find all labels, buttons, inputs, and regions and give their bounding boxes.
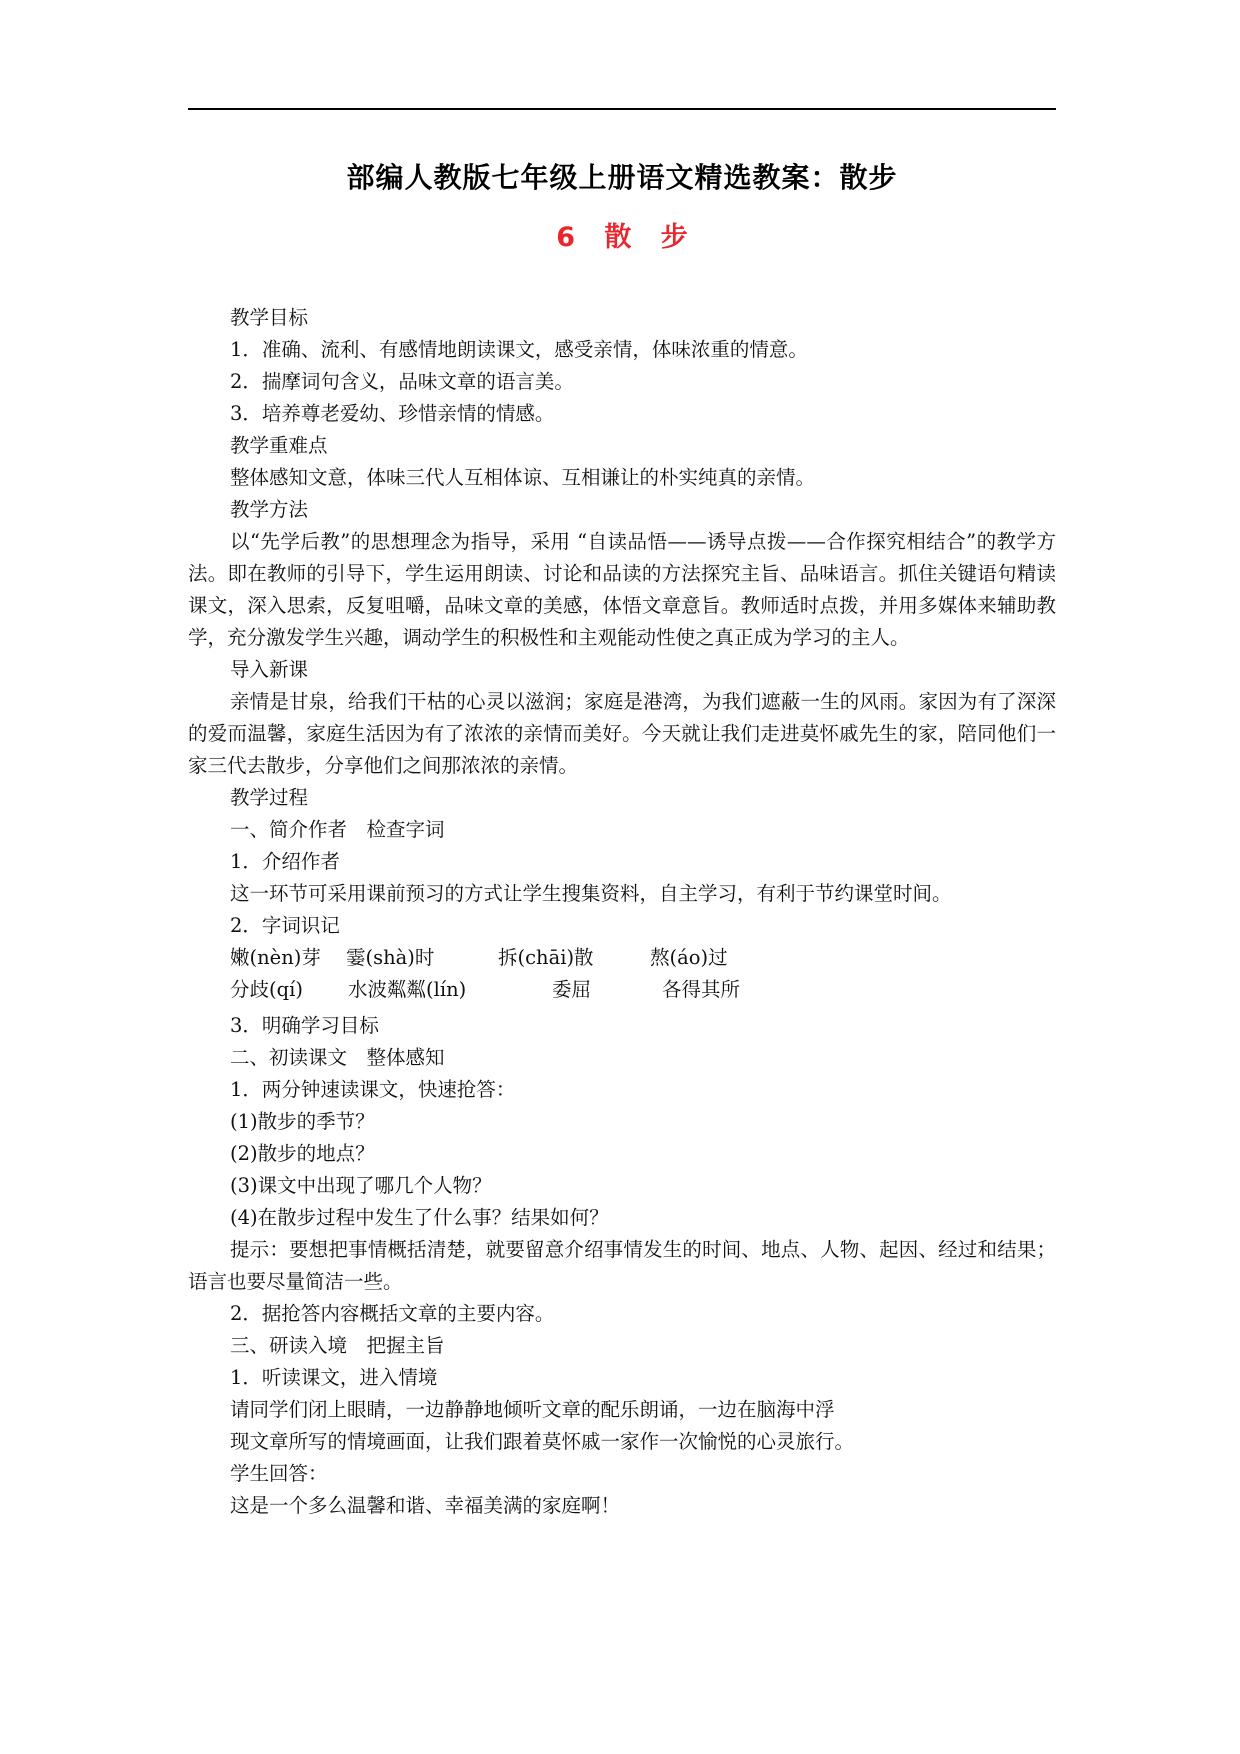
section-item: 1．介绍作者: [230, 850, 340, 873]
answer-label: 学生回答：: [230, 1462, 328, 1485]
question-item: (2)散步的地点？: [230, 1142, 375, 1165]
section-heading: 三、研读入境 把握主旨: [230, 1334, 445, 1357]
vocab-word: 分歧(qí): [230, 978, 303, 1001]
intro-heading: 导入新课: [230, 658, 309, 681]
section-text: 请同学们闭上眼睛，一边静静地倾听文章的配乐朗诵，一边在脑海中浮: [230, 1398, 835, 1421]
header-rule: [188, 108, 1056, 110]
question-item: (3)课文中出现了哪几个人物？: [230, 1174, 492, 1197]
vocab-word: 拆(chāi)散: [498, 946, 594, 969]
section-heading: 一、简介作者 检查字词: [230, 818, 445, 841]
answer-text: 这是一个多么温馨和谐、幸福美满的家庭啊！: [230, 1494, 621, 1517]
goal-item: 3．培养尊老爱幼、珍惜亲情的情感。: [230, 402, 555, 425]
vocab-word: 委屈: [552, 978, 592, 1001]
section-heading: 二、初读课文 整体感知: [230, 1046, 445, 1069]
method-text: 以“先学后教”的思想理念为指导，采用 “自读品悟——诱导点拨——合作探究相结合”的教学方法。即在教师的引导下，学生运用朗读、讨论和品读的方法探究主旨、品味语言。抓住关键语句精读课文，深入思索，反复咀嚼，品味文章的美感，体悟文章意旨。教师适时点拨，并用多媒体来辅助教学，充分激发学生兴趣，调动学生的积极性和主观能动性使之真正成为学习的主人。: [188, 530, 1056, 649]
goal-item: 1．准确、流利、有感情地朗读课文，感受亲情，体味浓重的情意。: [230, 338, 808, 361]
intro-text: 亲情是甘泉，给我们干枯的心灵以滋润；家庭是港湾，为我们遮蔽一生的风雨。家因为有了深深的爱而温馨，家庭生活因为有了浓浓的亲情而美好。今天就让我们走进莫怀戚先生的家，陪同他们一家三代去散步，分享他们之间那浓浓的亲情。: [188, 690, 1056, 777]
vocab-word: 熬(áo)过: [650, 946, 728, 969]
lesson-title-char-1: 散: [604, 222, 632, 253]
vocab-word: 嫩(nèn)芽: [230, 946, 321, 969]
section-item: 2．据抢答内容概括文章的主要内容。: [230, 1302, 555, 1325]
key-points-heading: 教学重难点: [230, 434, 328, 457]
goals-heading: 教学目标: [230, 306, 309, 329]
goal-item: 2．揣摩词句含义，品味文章的语言美。: [230, 370, 574, 393]
section-text: 现文章所写的情境画面，让我们跟着莫怀戚一家作一次愉悦的心灵旅行。: [230, 1430, 855, 1453]
vocab-word: 霎(shà)时: [346, 946, 435, 969]
method-heading: 教学方法: [230, 498, 309, 521]
section-text: 这一环节可采用课前预习的方式让学生搜集资料，自主学习，有利于节约课堂时间。: [230, 882, 952, 905]
section-item: 3．明确学习目标: [230, 1014, 379, 1037]
tip-text: 提示：要想把事情概括清楚，就要留意介绍事情发生的时间、地点、人物、起因、经过和结果；语言也要尽量简洁一些。: [188, 1238, 1056, 1293]
section-item: 1．听读课文，进入情境: [230, 1366, 438, 1389]
section-item: 2．字词识记: [230, 914, 340, 937]
vocabulary-row-1: [188, 942, 1056, 974]
lesson-body: [188, 302, 1056, 1522]
vocabulary-row-2: [188, 974, 1056, 1006]
question-item: (4)在散步过程中发生了什么事？结果如何？: [230, 1206, 609, 1229]
key-points-text: 整体感知文意，体味三代人互相体谅、互相谦让的朴实纯真的亲情。: [230, 466, 816, 489]
lesson-title: [188, 220, 1056, 256]
process-heading: 教学过程: [230, 786, 309, 809]
question-item: (1)散步的季节？: [230, 1110, 375, 1133]
vocab-word: 水波粼粼(lín): [348, 978, 467, 1001]
lesson-title-char-2: 步: [660, 222, 688, 253]
section-item: 1．两分钟速读课文，快速抢答：: [230, 1078, 516, 1101]
lesson-number: 6: [556, 222, 575, 253]
document-title: 部编人教版七年级上册语文精选教案：散步: [346, 161, 898, 194]
vocab-word: 各得其所: [662, 978, 741, 1001]
